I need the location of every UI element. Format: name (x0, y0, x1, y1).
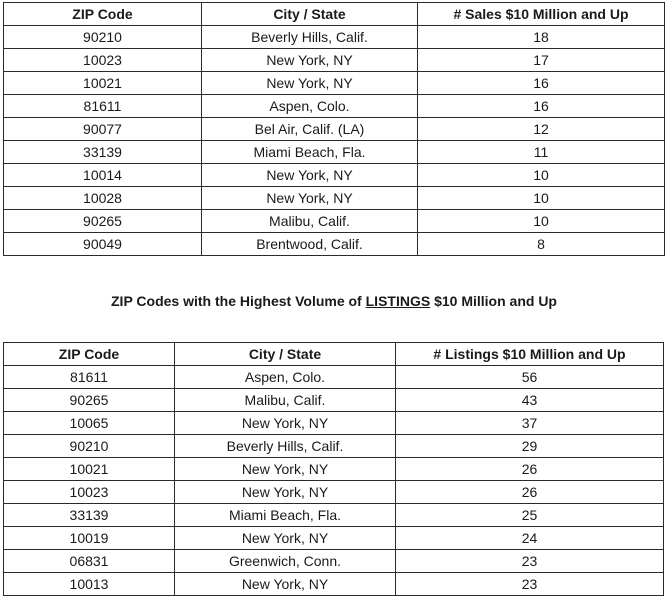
zip-code-cell: 10014 (4, 164, 202, 187)
city-state-cell: Miami Beach, Fla. (202, 141, 418, 164)
listings-count-cell: 24 (396, 527, 664, 550)
header-city-state: City / State (175, 343, 396, 366)
city-state-cell: Beverly Hills, Calif. (175, 435, 396, 458)
zip-code-cell: 10065 (4, 412, 175, 435)
sales-count-cell: 18 (418, 26, 665, 49)
sales-count-cell: 11 (418, 141, 665, 164)
zip-code-cell: 81611 (4, 366, 175, 389)
city-state-cell: Malibu, Calif. (175, 389, 396, 412)
table-header-row (4, 3, 665, 26)
city-state-cell: New York, NY (175, 481, 396, 504)
sales-count-cell: 10 (418, 164, 665, 187)
city-state-cell: Aspen, Colo. (175, 366, 396, 389)
header-listings-count: # Listings $10 Million and Up (396, 343, 664, 366)
listings-count-cell: 26 (396, 458, 664, 481)
city-state-cell: New York, NY (202, 49, 418, 72)
table-row (4, 187, 665, 210)
listings-count-cell: 29 (396, 435, 664, 458)
caption-prefix: ZIP Codes with the Highest Volume of (111, 293, 366, 309)
table-header-row (4, 343, 664, 366)
table-row (4, 26, 665, 49)
zip-code-cell: 90265 (4, 389, 175, 412)
city-state-cell: Beverly Hills, Calif. (202, 26, 418, 49)
zip-code-cell: 90265 (4, 210, 202, 233)
table-row (4, 164, 665, 187)
listings-count-cell: 26 (396, 481, 664, 504)
listings-count-cell: 37 (396, 412, 664, 435)
table-row (4, 504, 664, 527)
city-state-cell: New York, NY (202, 72, 418, 95)
sales-count-cell: 8 (418, 233, 665, 256)
listings-count-cell: 25 (396, 504, 664, 527)
header-zip-code: ZIP Code (4, 343, 175, 366)
sales-count-cell: 10 (418, 210, 665, 233)
city-state-cell: Aspen, Colo. (202, 95, 418, 118)
table-row (4, 72, 665, 95)
zip-code-cell: 10028 (4, 187, 202, 210)
zip-code-cell: 10023 (4, 49, 202, 72)
city-state-cell: New York, NY (175, 527, 396, 550)
zip-code-cell: 06831 (4, 550, 175, 573)
table-row (4, 481, 664, 504)
zip-code-cell: 90210 (4, 435, 175, 458)
zip-code-cell: 90210 (4, 26, 202, 49)
listings-caption (0, 293, 668, 309)
table-row (4, 141, 665, 164)
zip-code-cell: 10023 (4, 481, 175, 504)
city-state-cell: New York, NY (175, 412, 396, 435)
zip-code-cell: 10021 (4, 72, 202, 95)
table-row (4, 233, 665, 256)
city-state-cell: Malibu, Calif. (202, 210, 418, 233)
table-row (4, 49, 665, 72)
city-state-cell: New York, NY (175, 458, 396, 481)
zip-code-cell: 33139 (4, 141, 202, 164)
zip-code-cell: 10019 (4, 527, 175, 550)
listings-table (3, 342, 664, 596)
city-state-cell: Brentwood, Calif. (202, 233, 418, 256)
table-row (4, 435, 664, 458)
city-state-cell: New York, NY (202, 164, 418, 187)
table-row (4, 458, 664, 481)
header-zip-code: ZIP Code (4, 3, 202, 26)
table-row (4, 412, 664, 435)
listings-count-cell: 43 (396, 389, 664, 412)
zip-code-cell: 90077 (4, 118, 202, 141)
sales-count-cell: 12 (418, 118, 665, 141)
sales-count-cell: 17 (418, 49, 665, 72)
listings-count-cell: 23 (396, 573, 664, 596)
caption-emphasis: LISTINGS (365, 293, 431, 309)
header-city-state: City / State (202, 3, 418, 26)
listings-count-cell: 23 (396, 550, 664, 573)
zip-code-cell: 90049 (4, 233, 202, 256)
table-row (4, 366, 664, 389)
city-state-cell: Bel Air, Calif. (LA) (202, 118, 418, 141)
zip-code-cell: 81611 (4, 95, 202, 118)
sales-count-cell: 10 (418, 187, 665, 210)
caption-suffix: $10 Million and Up (430, 293, 557, 309)
zip-code-cell: 10021 (4, 458, 175, 481)
table-row (4, 95, 665, 118)
city-state-cell: Miami Beach, Fla. (175, 504, 396, 527)
city-state-cell: Greenwich, Conn. (175, 550, 396, 573)
sales-count-cell: 16 (418, 95, 665, 118)
table-row (4, 527, 664, 550)
zip-code-cell: 10013 (4, 573, 175, 596)
table-row (4, 210, 665, 233)
table-row (4, 118, 665, 141)
city-state-cell: New York, NY (175, 573, 396, 596)
sales-count-cell: 16 (418, 72, 665, 95)
city-state-cell: New York, NY (202, 187, 418, 210)
listings-count-cell: 56 (396, 366, 664, 389)
table-row (4, 550, 664, 573)
table-row (4, 389, 664, 412)
table-row (4, 573, 664, 596)
sales-table (3, 2, 665, 256)
zip-code-cell: 33139 (4, 504, 175, 527)
header-sales-count: # Sales $10 Million and Up (418, 3, 665, 26)
